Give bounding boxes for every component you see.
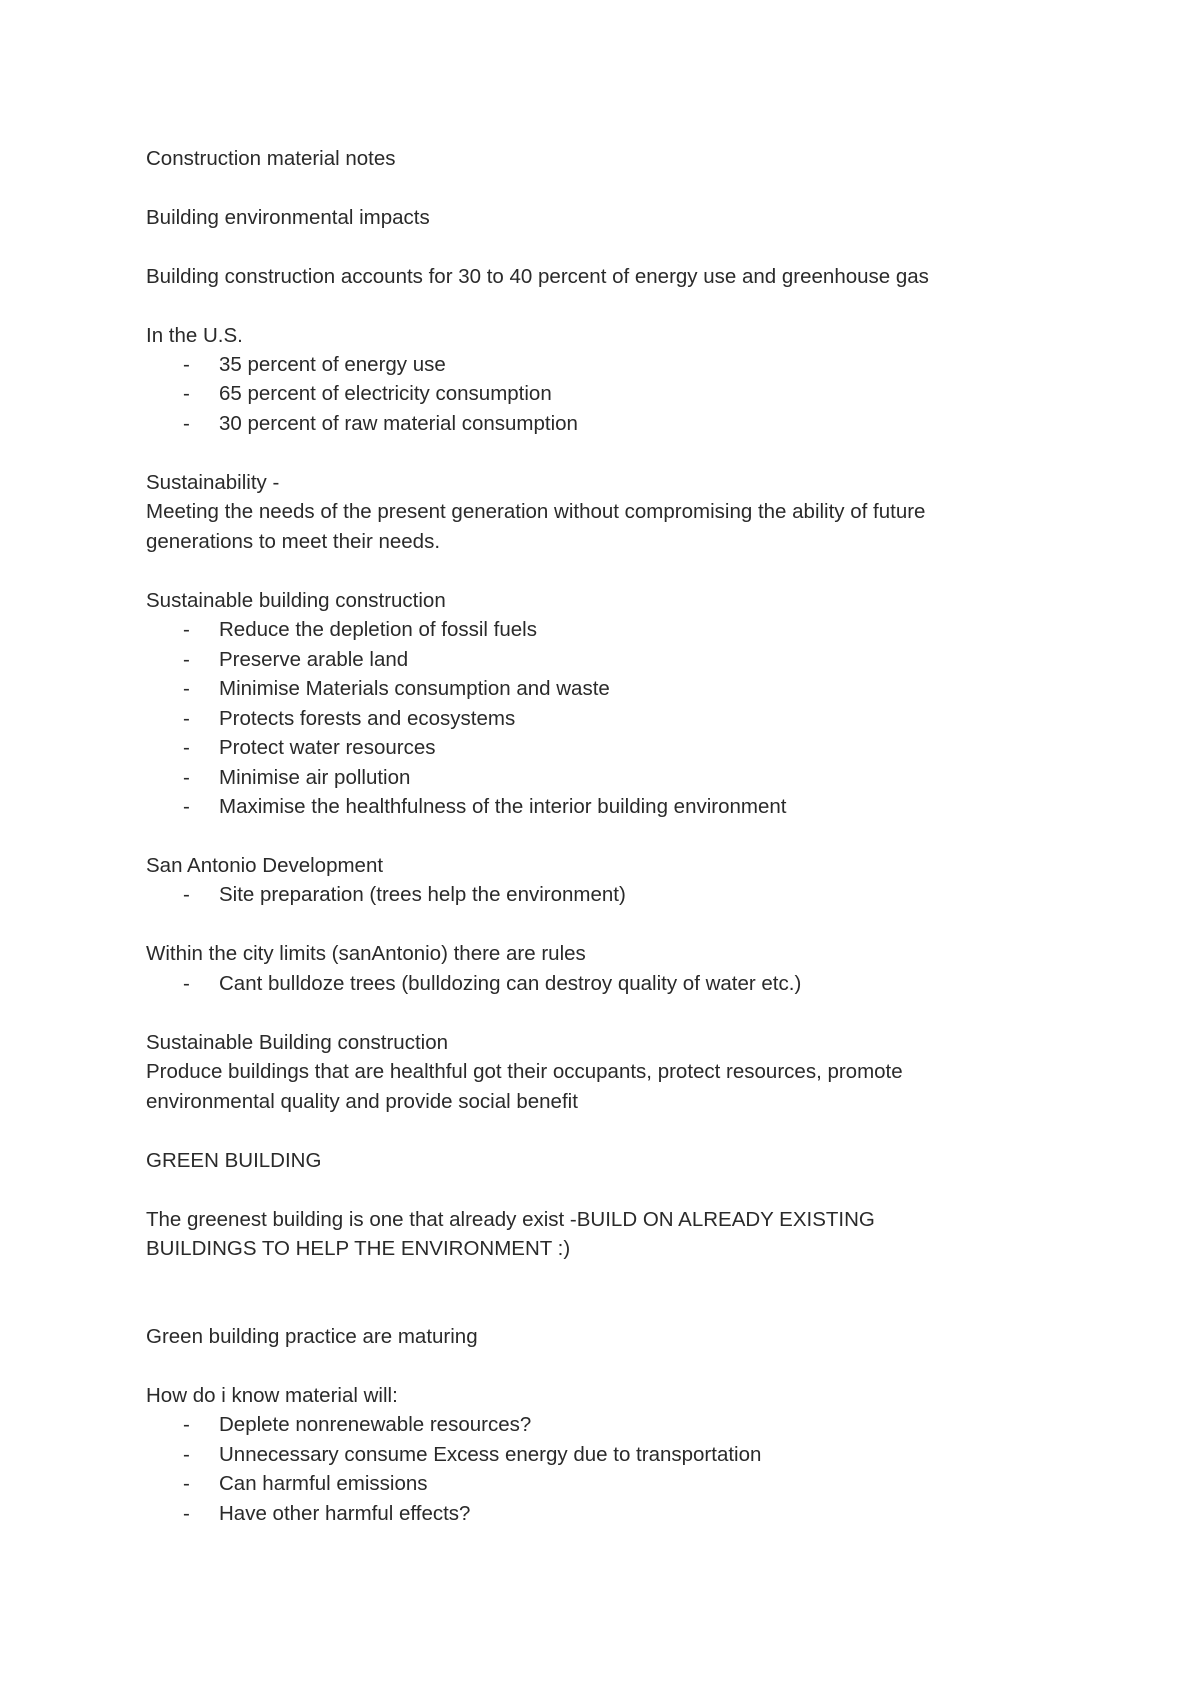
sustainable-building-text-line: Produce buildings that are healthful got their occupants, protect resources, promote xyxy=(146,1060,903,1083)
sustainable-building-text-line: environmental quality and provide social benefit xyxy=(146,1090,578,1113)
greenest-building-line: The greenest building is one that already exist -BUILD ON ALREADY EXISTING xyxy=(146,1208,875,1231)
impacts-heading: Building environmental impacts xyxy=(146,206,430,229)
dash-bullet: - xyxy=(183,648,190,671)
dash-bullet: - xyxy=(183,1443,190,1466)
dash-bullet: - xyxy=(183,766,190,789)
dash-bullet: - xyxy=(183,972,190,995)
sustainable-building-heading: Sustainable Building construction xyxy=(146,1031,448,1054)
dash-bullet: - xyxy=(183,707,190,730)
sustainability-definition-line: generations to meet their needs. xyxy=(146,530,441,553)
dash-bullet: - xyxy=(183,736,190,759)
impacts-stat: Building construction accounts for 30 to 40 percent of energy use and greenhouse gas xyxy=(146,265,929,288)
document-page: Construction material notes Building environmental impacts Building construction accounts for 30 to 40 percent of energy use and greenhouse gas In the U.S. - 35 percent of energy use - 65 percent of electricity consumption - 30 percent of raw material consumption Sustainability - Meeting the needs of the present generation without compromising the ability of future generations to meet their needs. Sustainable building construction - Reduce the depletion of fossil fuels - Preserve arable land - Minimise Materials consumption and waste - Protects forests and ecosystems - Protect water resources - Minimise air pollution - Maximise the healthfulness of the interior building environment San Antonio Development - Site preparation (trees help the environment) Within the city limits (sanAntonio) there are rules - Cant bulldoze trees (bulldozing can destroy quality of water etc.) Sustainable Building construction Produce buildings that are healthful got their occupants, protect resources, promote environmental quality and provide social benefit GREEN BUILDING The greenest building is one that already exist -BUILD ON ALREADY EXISTING BUILDINGS TO HELP THE ENVIRONMENT :) Green building practice are maturing How do i know material will: - Deplete nonrenewable resources? - Unnecessary consume Excess energy due to transportation - Can harmful emissions - Have other harmful effects? xyxy=(146,147,929,1525)
dash-bullet: - xyxy=(183,1502,190,1525)
sustainable-construction-heading: Sustainable building construction xyxy=(146,589,446,612)
how-know-heading: How do i know material will: xyxy=(146,1384,398,1407)
dash-bullet: - xyxy=(183,883,190,906)
san-antonio-heading: San Antonio Development xyxy=(146,854,384,877)
dash-bullet: - xyxy=(183,1413,190,1436)
document-title: Construction material notes xyxy=(146,147,396,170)
green-building-heading: GREEN BUILDING xyxy=(146,1149,322,1172)
dash-bullet: - xyxy=(183,353,190,376)
sustainability-definition-line: Meeting the needs of the present generation without compromising the ability of future xyxy=(146,500,926,523)
dash-bullet: - xyxy=(183,1472,190,1495)
dash-bullet: - xyxy=(183,795,190,818)
dash-bullet: - xyxy=(183,412,190,435)
us-heading: In the U.S. xyxy=(146,324,243,347)
greenest-building-line: BUILDINGS TO HELP THE ENVIRONMENT :) xyxy=(146,1237,571,1260)
dash-bullet: - xyxy=(183,677,190,700)
sustainability-heading: Sustainability - xyxy=(146,471,280,494)
city-limits-heading: Within the city limits (sanAntonio) there are rules xyxy=(146,942,586,965)
dash-bullet: - xyxy=(183,618,190,641)
maturing-line: Green building practice are maturing xyxy=(146,1325,478,1348)
dash-bullet: - xyxy=(183,382,190,405)
